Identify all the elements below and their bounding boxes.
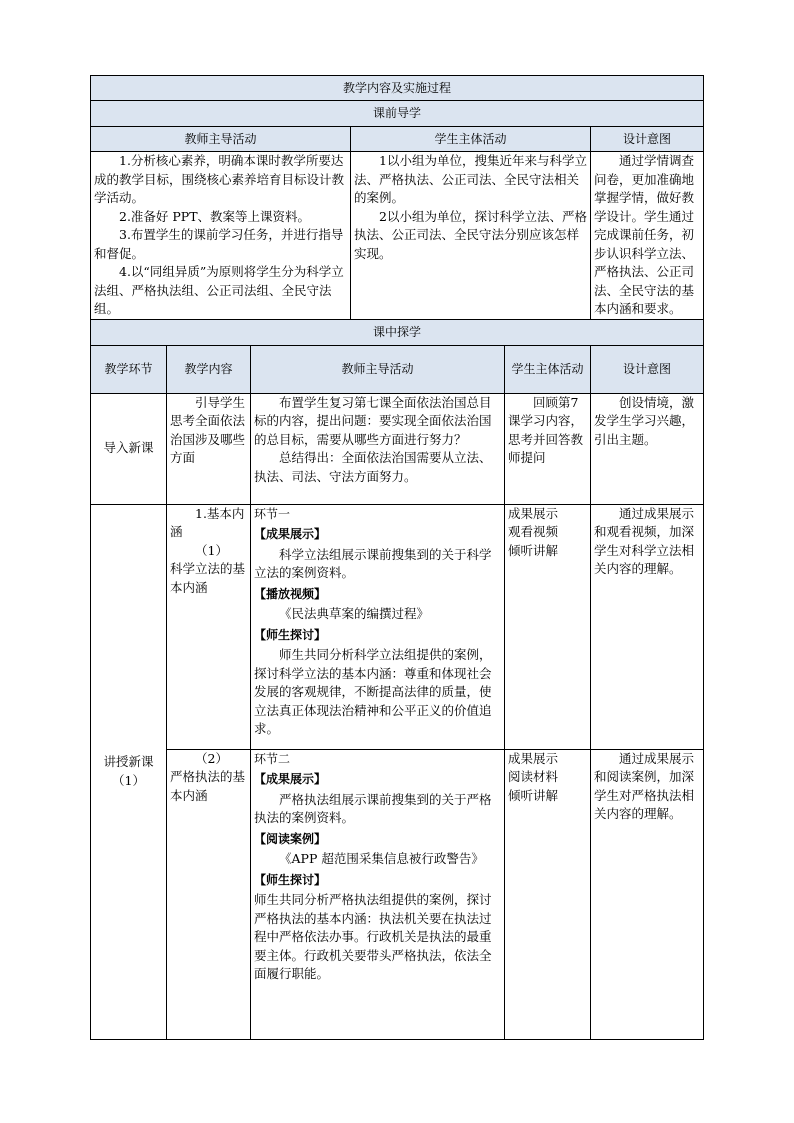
part2-tag-showcase: 【成果展示】 [254,772,327,786]
part1-teacher-cell [251,504,505,749]
table-title: 教学内容及实施过程 [91,76,704,101]
part1-student-item: 倾听讲解 [508,542,559,558]
part1-content-title: 科学立法的基本内涵 [170,561,246,595]
mid-header-content: 教学内容 [167,345,251,393]
intro-intent-cell [591,393,704,504]
intro-student-cell [505,393,591,504]
lesson-plan-table [90,75,704,1040]
section-pre-class: 课前导学 [91,101,704,127]
part2-text-case: 《APP 超范围采集信息被行政警告》 [279,851,484,866]
part1-link: 环节一 [254,506,291,521]
intro-intent: 创设情境，激发学生学习兴趣，引出主题。 [594,394,695,447]
part2-text-showcase: 严格执法组展示课前搜集到的关于严格执法的案例资料。 [254,791,492,825]
pre-teacher-item: 3.布置学生的课前学习任务，并进行指导和督促。 [94,227,344,261]
pre-intent-text: 通过学情调查问卷，更加准确地掌握学情，做好教学设计。学生通过完成课前任务，初步认识科学立法、严格执法、公正司法、全民守法的基本内涵和要求。 [594,153,695,316]
part1-text-video: 《民法典草案的编撰过程》 [279,606,430,621]
part1-tag-discussion: 【师生探讨】 [254,627,327,642]
part2-student-item: 倾听讲解 [508,787,559,803]
part1-tag-video: 【播放视频】 [254,586,327,601]
part2-intent: 通过成果展示和阅读案例，加深学生对严格执法相关内容的理解。 [594,750,695,821]
part2-text-discussion: 师生共同分析严格执法组提供的案例，探讨严格执法的基本内涵：执法机关要在执法过程中严格依法办事。行政机关是执法的最重要主体。行政机关要带头严格执法，依法全面履行职能。 [254,892,492,981]
mid-header-student: 学生主体活动 [505,345,591,393]
mid-header-intent: 设计意图 [591,345,704,393]
part1-tag-showcase: 【成果展示】 [254,527,327,541]
part1-intent: 通过成果展示和观看视频，加深学生对科学立法相关内容的理解。 [594,505,695,576]
part2-tag-discussion: 【师生探讨】 [254,872,327,887]
part2-intent-cell [591,749,704,1039]
part2-content-number: （2） [195,750,228,766]
part2-link: 环节二 [254,751,291,766]
mid-header-teacher: 教师主导活动 [251,345,505,393]
part2-content-cell [167,749,251,1039]
part1-content-cell [167,504,251,749]
part2-student-cell [505,749,591,1039]
intro-student: 回顾第7课学习内容，思考并回答教师提问 [508,394,584,465]
part1-content-number: （1） [195,542,228,558]
pre-teacher-item: 4.以“同组异质”为原则将学生分为科学立法组、严格执法组、公正司法组、全民守法组。 [94,264,344,316]
intro-content-cell [167,393,251,504]
part1-student-item: 成果展示 [508,505,559,521]
part1-text-discussion: 师生共同分析科学立法组提供的案例，探讨科学立法的基本内涵：尊重和体现社会发展的客观规律，不断提高法律的质量，使立法真正体现法治精神和公平正义的价值追求。 [254,647,492,736]
part2-student-item: 阅读材料 [508,769,559,784]
pre-header-student: 学生主体活动 [351,127,591,152]
pre-student-cell [351,152,591,320]
new-stage-cell [91,504,167,1039]
pre-student-item: 2以小组为单位，探讨科学立法、严格执法、公正司法、全民守法分别应该怎样实现。 [354,208,587,261]
intro-stage: 导入新课 [91,393,167,504]
intro-teacher-item: 总结得出：全面依法治国需要从立法、执法、司法、守法方面努力。 [254,450,492,484]
part1-text-showcase: 科学立法组展示课前搜集到的关于科学立法的案例资料。 [254,546,492,580]
intro-content: 引导学生思考全面依法治国涉及哪些方面 [170,394,246,465]
part1-intent-cell [591,504,704,749]
section-in-class: 课中探学 [91,319,704,345]
pre-teacher-item: 1.分析核心素养，明确本课时教学所要达成的教学目标，围绕核心素养培育目标设计教学活动。 [94,153,345,205]
intro-teacher-item: 布置学生复习第七课全面依法治国总目标的内容，提出问题：要实现全面依法治国的总目标，需要从哪些方面进行努力？ [254,394,492,447]
part2-student-item: 成果展示 [508,750,559,766]
mid-header-stage: 教学环节 [91,345,167,393]
pre-header-teacher: 教师主导活动 [91,127,351,152]
new-stage-label: 讲授新课 [103,754,154,769]
pre-teacher-item: 2.准备好 PPT、教案等上课资料。 [119,208,311,224]
part1-student-item: 观看视频 [508,524,559,539]
pre-student-item: 1以小组为单位，搜集近年来与科学立法、严格执法、公正司法、全民守法相关的案例。 [354,153,587,205]
part2-teacher-cell [251,749,505,1039]
part1-student-cell [505,504,591,749]
pre-header-intent: 设计意图 [591,127,704,152]
part1-content-heading: 1.基本内涵 [170,505,245,539]
new-stage-number: （1） [112,772,145,788]
intro-teacher-cell [251,393,505,504]
part2-content-title: 严格执法的基本内涵 [170,769,246,803]
pre-teacher-cell [91,152,351,320]
part2-tag-case: 【阅读案例】 [254,831,327,846]
pre-intent-cell [591,152,704,320]
